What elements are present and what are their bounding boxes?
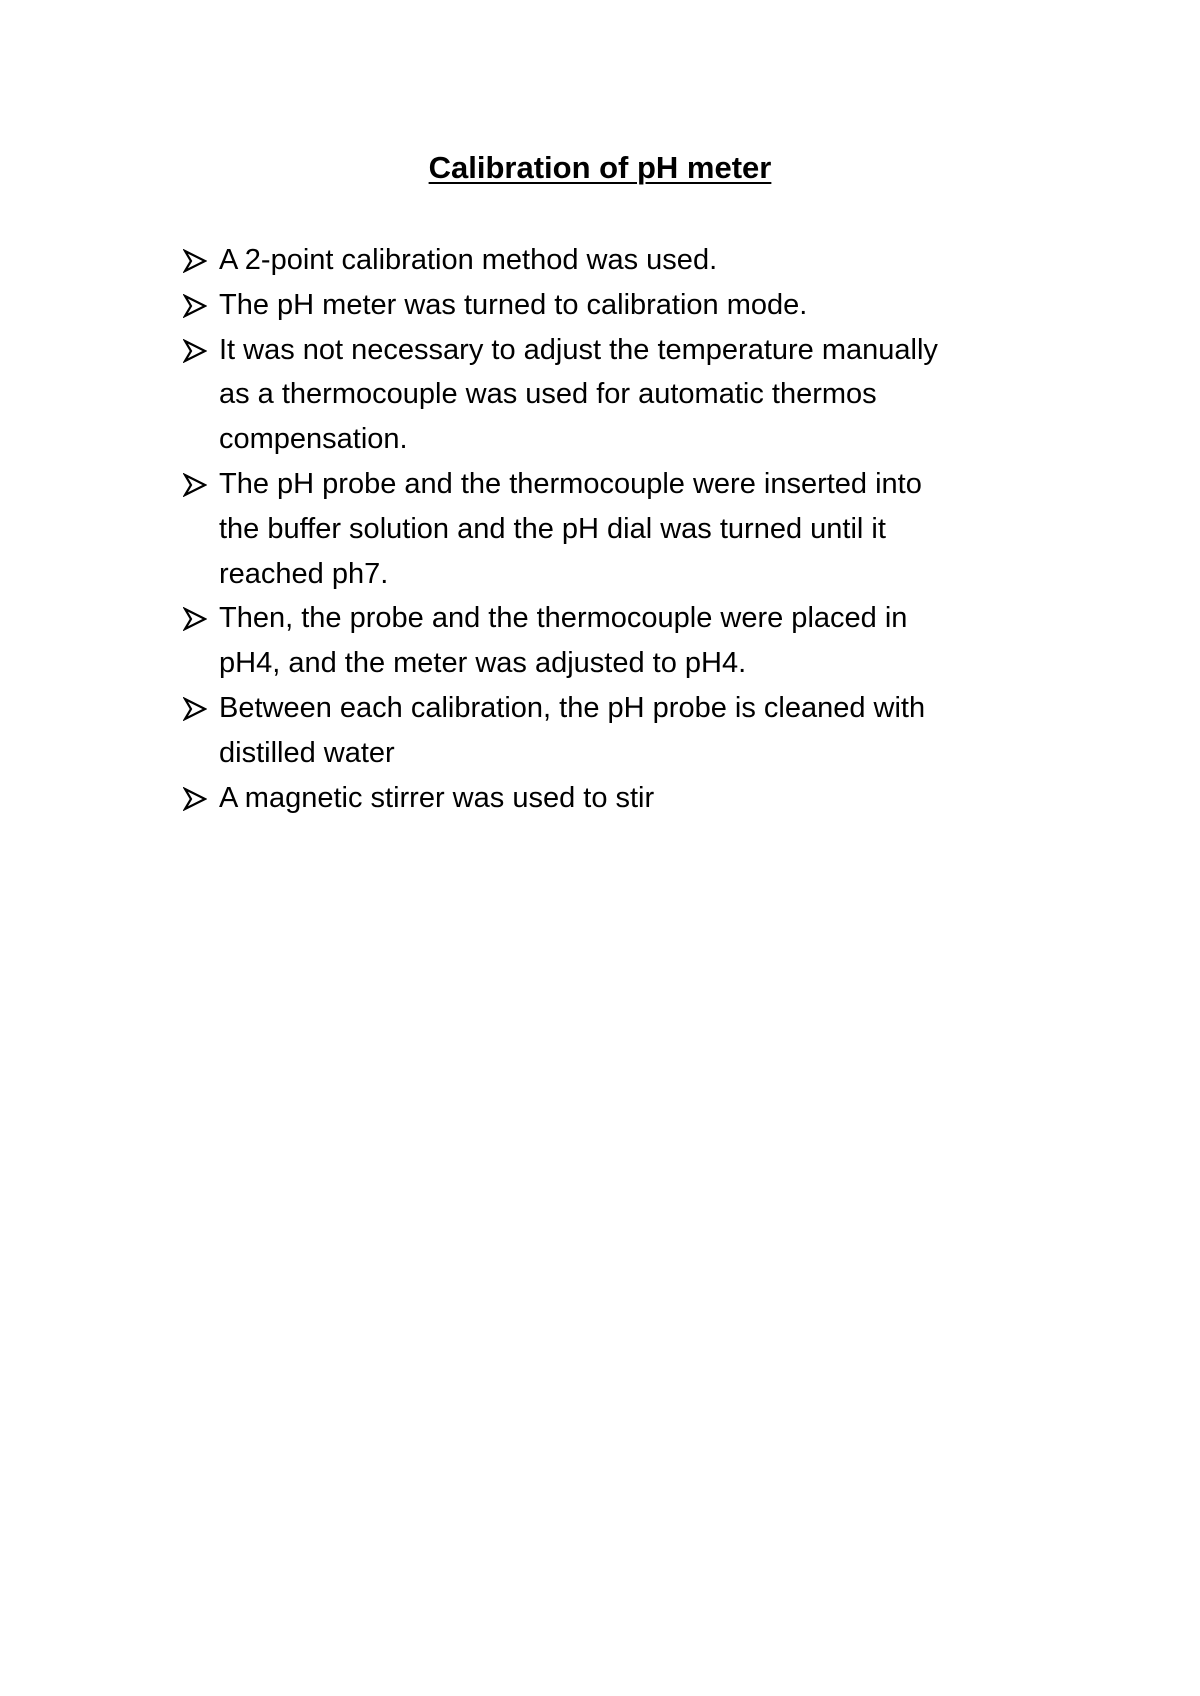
arrowhead-bullet-icon (183, 607, 207, 631)
arrowhead-bullet-icon (183, 473, 207, 497)
list-item (183, 596, 1083, 686)
list-item (183, 238, 1083, 283)
list-item-text: Then, the probe and the thermocouple were placed in pH4, and the meter was adjusted to pH4. (219, 602, 908, 680)
list-item-text: The pH probe and the thermocouple were inserted into the buffer solution and the pH dial was turned until it reached ph7. (219, 467, 922, 590)
bullet-list (183, 238, 1083, 820)
arrowhead-bullet-icon (183, 339, 207, 363)
list-item-text: Between each calibration, the pH probe is cleaned with distilled water (219, 691, 926, 769)
list-item-text: A magnetic stirrer was used to stir (219, 781, 655, 814)
arrowhead-bullet-icon (183, 787, 207, 811)
document-title: Calibration of pH meter (428, 150, 772, 185)
list-item (183, 462, 1083, 596)
list-item (183, 686, 1083, 776)
list-item-text: A 2-point calibration method was used. (219, 244, 718, 276)
list-item (183, 328, 1083, 462)
list-item-text: The pH meter was turned to calibration mode. (219, 288, 808, 321)
arrowhead-bullet-icon (183, 697, 207, 721)
list-item-text: It was not necessary to adjust the temperature manually as a thermocouple was used for automatic thermos compensation. (219, 333, 938, 456)
arrowhead-bullet-icon (183, 294, 207, 318)
list-item (183, 283, 1083, 328)
arrowhead-bullet-icon (183, 249, 207, 273)
list-item (183, 776, 1083, 821)
